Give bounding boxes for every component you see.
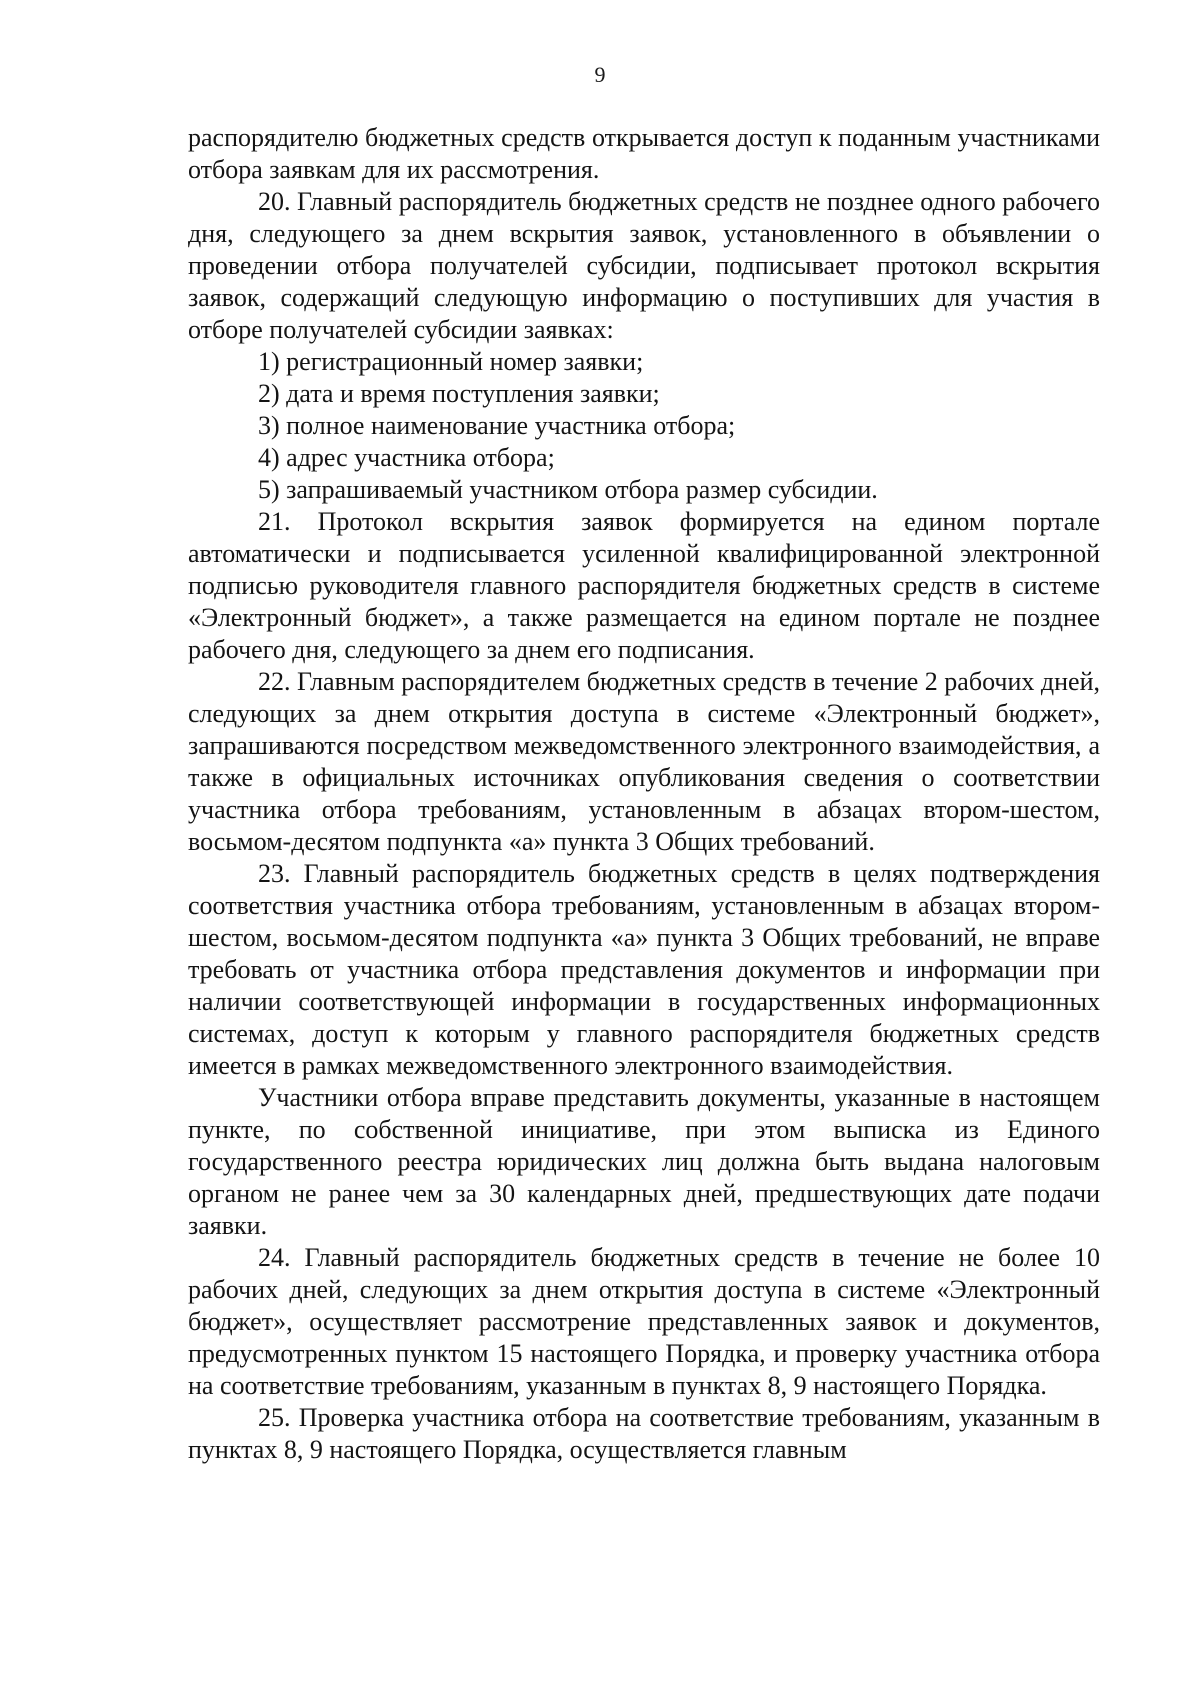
paragraph-22: 22. Главным распорядителем бюджетных средств в течение 2 рабочих дней, следующих за днем открытия доступа в системе «Электронный бюджет», запрашиваются посредством межведомственного электронного взаимодействия, а также в официальных источниках опубликования сведения о соответствии участника отбора требованиям, установленным в абзацах втором-шестом, восьмом-десятом подпункта «а» пункта 3 Общих требований. bbox=[188, 667, 1100, 856]
paragraph-23: 23. Главный распорядитель бюджетных средств в целях подтверждения соответствия участника отбора требованиям, установленным в абзацах втором-шестом, восьмом-десятом подпункта «а» пункта 3 Общих требований, не вправе требовать от участника отбора представления документов и информации при наличии соответствующей информации в государственных информационных системах, доступ к которым у главного распорядителя бюджетных средств имеется в рамках межведомственного электронного взаимодействия. bbox=[188, 859, 1100, 1080]
paragraph-continuation: распорядителю бюджетных средств открывается доступ к поданным участниками отбора заявкам для их рассмотрения. bbox=[188, 123, 1100, 184]
paragraph-24: 24. Главный распорядитель бюджетных средств в течение не более 10 рабочих дней, следующих за днем открытия доступа в системе «Электронный бюджет», осуществляет рассмотрение представленных заявок и документов, предусмотренных пунктом 15 настоящего Порядка, и проверку участника отбора на соответствие требованиям, указанным в пунктах 8, 9 настоящего Порядка. bbox=[188, 1243, 1100, 1400]
document-body bbox=[188, 122, 1100, 1466]
paragraph-25: 25. Проверка участника отбора на соответствие требованиям, указанным в пунктах 8, 9 настоящего Порядка, осуществляется главным bbox=[188, 1403, 1100, 1464]
list-item-1: 1) регистрационный номер заявки; bbox=[258, 347, 644, 376]
list-item-5: 5) запрашиваемый участником отбора размер субсидии. bbox=[258, 475, 878, 504]
list-item-3: 3) полное наименование участника отбора; bbox=[258, 411, 736, 440]
page-number: 9 bbox=[594, 62, 606, 87]
paragraph-23-continued: Участники отбора вправе представить документы, указанные в настоящем пункте, по собственной инициативе, при этом выписка из Единого государственного реестра юридических лиц должна быть выдана налоговым органом не ранее чем за 30 календарных дней, предшествующих дате подачи заявки. bbox=[188, 1083, 1100, 1240]
list-item-2: 2) дата и время поступления заявки; bbox=[258, 379, 660, 408]
paragraph-20: 20. Главный распорядитель бюджетных средств не позднее одного рабочего дня, следующего за днем вскрытия заявок, установленного в объявлении о проведении отбора получателей субсидии, подписывает протокол вскрытия заявок, содержащий следующую информацию о поступивших для участия в отборе получателей субсидии заявках: bbox=[188, 187, 1100, 344]
list-item-4: 4) адрес участника отбора; bbox=[258, 443, 555, 472]
paragraph-21: 21. Протокол вскрытия заявок формируется на едином портале автоматически и подписывается усиленной квалифицированной электронной подписью руководителя главного распорядителя бюджетных средств в системе «Электронный бюджет», а также размещается на едином портале не позднее рабочего дня, следующего за днем его подписания. bbox=[188, 507, 1100, 664]
